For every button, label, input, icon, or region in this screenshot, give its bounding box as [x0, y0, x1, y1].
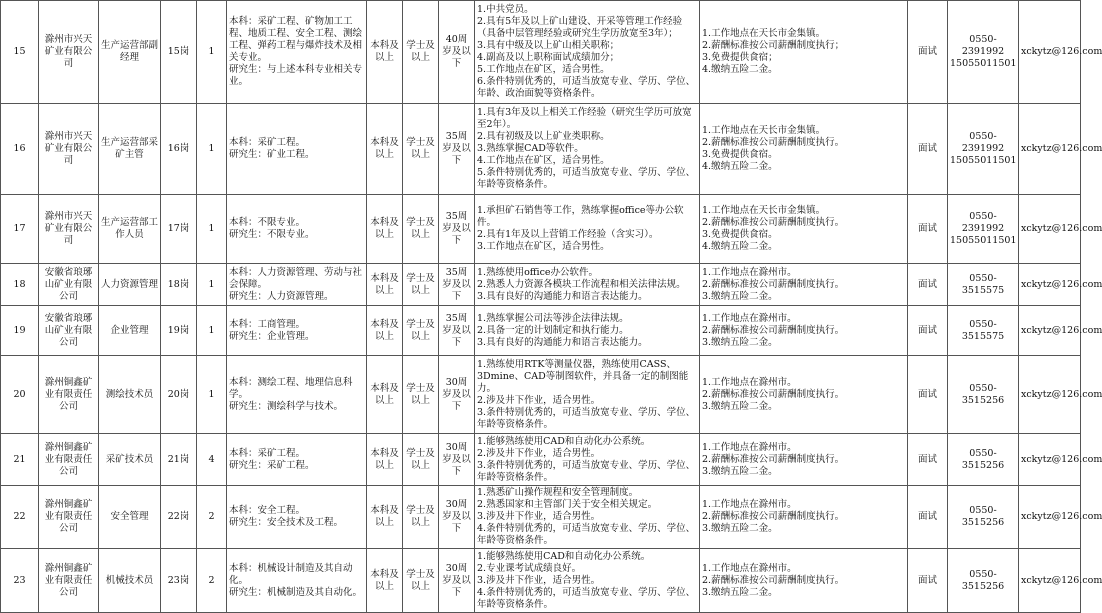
requirements-cell	[475, 1, 700, 104]
seq-cell: 20	[1, 356, 39, 434]
method-cell: 面试	[908, 104, 948, 195]
requirements-text: 1.承担矿石销售等工作，熟练掌握office等办公软件。 2.具有1年及以上营销工作经验（含实习）。 3.工作地点在矿区，适合男性。	[477, 205, 684, 252]
code-cell: 19岗	[161, 306, 197, 356]
email-cell: xckytz@126.com	[1019, 486, 1081, 549]
requirements-text: 1.具有3年及以上相关工作经验（研究生学历可放宽至2年）。 2.具有初级及以上矿业类职称。 3.熟练掌握CAD等软件。 4.工作地点在矿区，适合男性。 5.条件特别优秀的，可适当放宽专业、学历、学位、年龄等资格条件。	[477, 107, 696, 190]
email-cell: xckytz@126.com	[1019, 434, 1081, 486]
phone-text: 0550-3515575	[961, 318, 1005, 342]
major-cell	[227, 1, 367, 104]
code-cell: 23岗	[161, 549, 197, 613]
code-cell: 22岗	[161, 486, 197, 549]
method-cell: 面试	[908, 549, 948, 613]
phone-cell	[948, 104, 1019, 195]
email-cell: xckytz@126.com	[1019, 264, 1081, 306]
age-cell: 40周岁及以下	[439, 1, 475, 104]
email-cell: xckytz@126.com	[1019, 549, 1081, 613]
position-cell: 人力资源管理	[99, 264, 161, 306]
phone-text: 0550-2391992 15055011501	[950, 34, 1017, 69]
position-cell: 生产运营部工作人员	[99, 195, 161, 264]
degree-cell: 学士及以上	[403, 195, 439, 264]
major-cell	[227, 356, 367, 434]
phone-text: 0550-3515256	[961, 447, 1005, 471]
notes-text: 1.工作地点在滁州市。 2.薪酬标准按公司薪酬制度执行。 3.缴纳五险二金。	[702, 499, 845, 534]
degree-cell: 学士及以上	[403, 486, 439, 549]
code-cell: 16岗	[161, 104, 197, 195]
email-cell: xckytz@126.com	[1019, 1, 1081, 104]
company-cell: 滁州市兴天矿业有限公司	[39, 104, 99, 195]
requirements-text: 1.熟练使用RTK等测量仪器，熟练使用CASS、3Dmine、CAD等制图软件，并具备一定的制图能力。 2.涉及井下作业，适合男性。 3.条件特别优秀的，可适当放宽专业、学历、学位、年龄等资格条件。	[477, 358, 696, 430]
seq-cell: 15	[1, 1, 39, 104]
email-cell: xckytz@126.com	[1019, 195, 1081, 264]
code-cell: 18岗	[161, 264, 197, 306]
email-cell: xckytz@126.com	[1019, 104, 1081, 195]
table-row	[1, 549, 1081, 613]
count-cell: 1	[197, 195, 227, 264]
method-cell: 面试	[908, 356, 948, 434]
phone-text: 0550-3515256	[961, 382, 1005, 406]
phone-cell	[948, 1, 1019, 104]
major-cell	[227, 264, 367, 306]
code-cell: 20岗	[161, 356, 197, 434]
education-cell: 本科及以上	[367, 195, 403, 264]
requirements-cell	[475, 549, 700, 613]
age-cell: 30周岁及以下	[439, 356, 475, 434]
notes-cell	[700, 356, 908, 434]
count-cell: 1	[197, 104, 227, 195]
notes-text: 1.工作地点在天长市金集镇。 2.薪酬标准按公司薪酬制度执行。 3.免费提供食宿。 4.缴纳五险二金。	[702, 205, 845, 252]
position-cell: 企业管理	[99, 306, 161, 356]
seq-cell: 19	[1, 306, 39, 356]
major-cell	[227, 434, 367, 486]
age-cell: 35周岁及以下	[439, 264, 475, 306]
major-text: 本科：采矿工程。 研究生：矿业工程。	[229, 137, 315, 160]
notes-cell	[700, 1, 908, 104]
age-cell: 35周岁及以下	[439, 195, 475, 264]
method-cell: 面试	[908, 486, 948, 549]
seq-cell: 17	[1, 195, 39, 264]
notes-text: 1.工作地点在滁州市。 2.薪酬标准按公司薪酬制度执行。 3.缴纳五险二金。	[702, 266, 845, 302]
count-cell: 1	[197, 1, 227, 104]
phone-cell	[948, 486, 1019, 549]
major-text: 本科：测绘工程、地理信息科学。 研究生：测绘科学与技术。	[229, 376, 353, 412]
requirements-text: 1.熟悉矿山操作规程和安全管理制度。 2.熟悉国家和主管部门关于安全相关规定。 3.涉及井下作业，适合男性。 4.条件特别优秀的，可适当放宽专业、学历、学位、年龄等资格条件。	[477, 487, 696, 546]
count-cell: 1	[197, 356, 227, 434]
requirements-cell	[475, 486, 700, 549]
company-cell: 滁州铜鑫矿业有限责任公司	[39, 486, 99, 549]
count-cell: 1	[197, 264, 227, 306]
seq-cell: 22	[1, 486, 39, 549]
table-row	[1, 434, 1081, 486]
major-cell	[227, 104, 367, 195]
code-cell: 21岗	[161, 434, 197, 486]
notes-text: 1.工作地点在天长市金集镇。 2.薪酬标准按公司薪酬制度执行； 3.免费提供食宿； 4.缴纳五险二金。	[702, 28, 845, 75]
company-cell: 安徽省琅琊山矿业有限公司	[39, 264, 99, 306]
company-cell: 安徽省琅琊山矿业有限公司	[39, 306, 99, 356]
table-row	[1, 104, 1081, 195]
notes-cell	[700, 434, 908, 486]
degree-cell: 学士及以上	[403, 434, 439, 486]
major-text: 本科：采矿工程。 研究生：采矿工程。	[229, 447, 315, 471]
requirements-cell	[475, 306, 700, 356]
major-text: 本科：不限专业。 研究生：不限专业。	[229, 217, 315, 240]
requirements-cell	[475, 356, 700, 434]
major-cell	[227, 486, 367, 549]
phone-cell	[948, 434, 1019, 486]
position-cell: 采矿技术员	[99, 434, 161, 486]
requirements-cell	[475, 434, 700, 486]
code-cell: 17岗	[161, 195, 197, 264]
age-cell: 30周岁及以下	[439, 434, 475, 486]
count-cell: 4	[197, 434, 227, 486]
notes-cell	[700, 104, 908, 195]
phone-cell	[948, 306, 1019, 356]
age-cell: 35周岁及以下	[439, 306, 475, 356]
table-row	[1, 264, 1081, 306]
table-row	[1, 195, 1081, 264]
major-cell	[227, 549, 367, 613]
degree-cell: 学士及以上	[403, 549, 439, 613]
requirements-text: 1.能够熟练使用CAD和自动化办公系统。 2.涉及井下作业，适合男性。 3.条件特别优秀的，可适当放宽专业、学历、学位、年龄等资格条件。	[477, 435, 696, 483]
position-cell: 机械技术员	[99, 549, 161, 613]
table-row	[1, 306, 1081, 356]
phone-cell	[948, 264, 1019, 306]
education-cell: 本科及以上	[367, 264, 403, 306]
age-cell: 35周岁及以下	[439, 104, 475, 195]
major-text: 本科：机械设计制造及其自动化。 研究生：机械制造及其自动化。	[229, 562, 363, 598]
email-cell: xckytz@126.com	[1019, 306, 1081, 356]
major-cell	[227, 306, 367, 356]
table-row	[1, 1, 1081, 104]
phone-text: 0550-3515256	[961, 505, 1005, 528]
method-cell: 面试	[908, 306, 948, 356]
age-cell: 30周岁及以下	[439, 549, 475, 613]
major-text: 本科：工商管理。 研究生：企业管理。	[229, 318, 315, 342]
requirements-text: 1.能够熟练使用CAD和自动化办公系统。 2.专业课考试成绩良好。 3.涉及井下作业，适合男性。 4.条件特别优秀的，可适当放宽专业、学历、学位、年龄等资格条件。	[477, 550, 696, 610]
major-text: 本科：安全工程。 研究生：安全技术及工程。	[229, 505, 344, 528]
education-cell: 本科及以上	[367, 104, 403, 195]
notes-text: 1.工作地点在滁州市。 2.薪酬标准按公司薪酬制度执行。 3.缴纳五险二金。	[702, 376, 845, 412]
count-cell: 2	[197, 549, 227, 613]
method-cell: 面试	[908, 1, 948, 104]
requirements-cell	[475, 264, 700, 306]
notes-text: 1.工作地点在滁州市。 2.薪酬标准按公司薪酬制度执行。 3.缴纳五险二金。	[702, 562, 845, 598]
position-cell: 生产运营部采矿主管	[99, 104, 161, 195]
count-cell: 1	[197, 306, 227, 356]
seq-cell: 16	[1, 104, 39, 195]
position-cell: 测绘技术员	[99, 356, 161, 434]
notes-cell	[700, 486, 908, 549]
table-row	[1, 356, 1081, 434]
age-cell: 30周岁及以下	[439, 486, 475, 549]
phone-cell	[948, 356, 1019, 434]
phone-text: 0550-3515256	[961, 568, 1005, 592]
education-cell: 本科及以上	[367, 434, 403, 486]
requirements-text: 1.中共党员。 2.具有5年及以上矿山建设、开采等管理工作经验（具备中层管理经验或研究生学历放宽至3年）； 3.具有中级及以上矿山相关职称； 4.副高及以上职称面试成绩加分； 5.工作地点在矿区，适合男性。 6.条件特别优秀的，可适当放宽专业、学历、学位、年龄、政治面貌等资格条件。	[477, 4, 696, 99]
position-cell: 生产运营部副经理	[99, 1, 161, 104]
phone-cell	[948, 195, 1019, 264]
method-cell: 面试	[908, 264, 948, 306]
code-cell: 15岗	[161, 1, 197, 104]
requirements-text: 1.熟练使用office办公软件。 2.熟悉人力资源各模块工作流程和相关法律法规。 3.具有良好的沟通能力和语言表达能力。	[477, 266, 686, 302]
method-cell: 面试	[908, 195, 948, 264]
table-row	[1, 486, 1081, 549]
company-cell: 滁州铜鑫矿业有限责任公司	[39, 549, 99, 613]
phone-text: 0550-2391992 15055011501	[950, 131, 1017, 166]
education-cell: 本科及以上	[367, 306, 403, 356]
count-cell: 2	[197, 486, 227, 549]
major-text: 本科：采矿工程、矿物加工工程、地质工程、安全工程、测绘工程、弹药工程与爆炸技术及相关专业。 研究生：与上述本科专业相关专业。	[229, 16, 363, 87]
education-cell: 本科及以上	[367, 486, 403, 549]
degree-cell: 学士及以上	[403, 104, 439, 195]
education-cell: 本科及以上	[367, 356, 403, 434]
education-cell: 本科及以上	[367, 1, 403, 104]
company-cell: 滁州铜鑫矿业有限责任公司	[39, 356, 99, 434]
requirements-text: 1.熟练掌握公司法等涉企法律法规。 2.具备一定的计划制定和执行能力。 3.具有良好的沟通能力和语言表达能力。	[477, 312, 648, 348]
notes-cell	[700, 306, 908, 356]
notes-cell	[700, 195, 908, 264]
notes-text: 1.工作地点在天长市金集镇。 2.薪酬标准按公司薪酬制度执行。 3.免费提供食宿。 4.缴纳五险二金。	[702, 125, 845, 172]
email-cell: xckytz@126.com	[1019, 356, 1081, 434]
degree-cell: 学士及以上	[403, 264, 439, 306]
company-cell: 滁州市兴天矿业有限公司	[39, 1, 99, 104]
major-text: 本科：人力资源管理、劳动与社会保障。 研究生：人力资源管理。	[229, 266, 363, 302]
notes-text: 1.工作地点在滁州市。 2.薪酬标准按公司薪酬制度执行。 3.缴纳五险二金。	[702, 441, 845, 477]
position-cell: 安全管理	[99, 486, 161, 549]
company-cell: 滁州市兴天矿业有限公司	[39, 195, 99, 264]
degree-cell: 学士及以上	[403, 1, 439, 104]
degree-cell: 学士及以上	[403, 306, 439, 356]
notes-cell	[700, 264, 908, 306]
notes-text: 1.工作地点在滁州市。 2.薪酬标准按公司薪酬制度执行。 3.缴纳五险二金。	[702, 312, 845, 348]
company-cell: 滁州铜鑫矿业有限责任公司	[39, 434, 99, 486]
method-cell: 面试	[908, 434, 948, 486]
seq-cell: 18	[1, 264, 39, 306]
education-cell: 本科及以上	[367, 549, 403, 613]
phone-cell	[948, 549, 1019, 613]
degree-cell: 学士及以上	[403, 356, 439, 434]
seq-cell: 23	[1, 549, 39, 613]
major-cell	[227, 195, 367, 264]
requirements-cell	[475, 104, 700, 195]
phone-text: 0550-2391992 15055011501	[950, 211, 1017, 246]
seq-cell: 21	[1, 434, 39, 486]
requirements-cell	[475, 195, 700, 264]
phone-text: 0550-3515575	[961, 272, 1005, 296]
notes-cell	[700, 549, 908, 613]
